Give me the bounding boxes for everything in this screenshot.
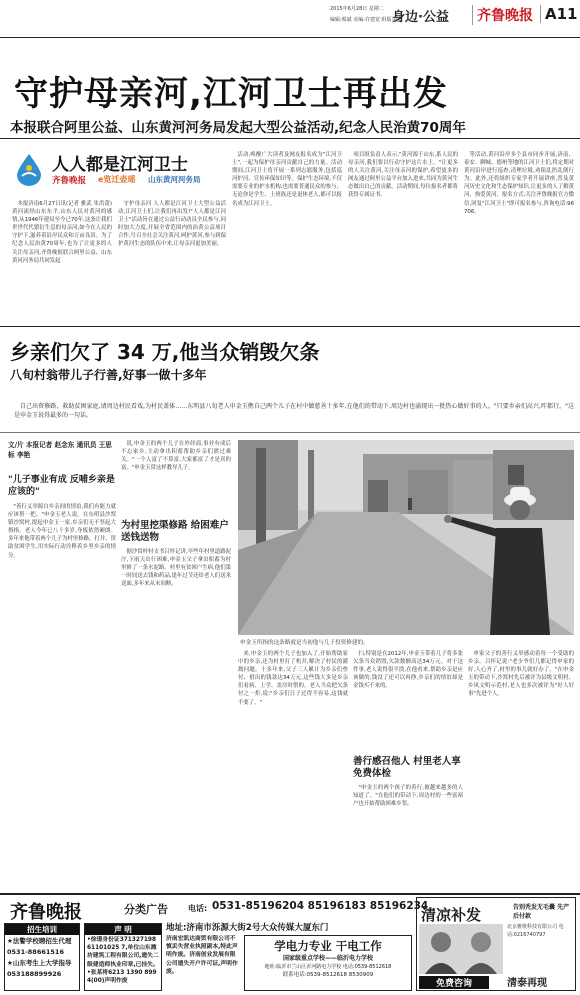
story-subhead-3: 善行感召他人 村里老人享免费体检 — [353, 756, 461, 779]
notice-ad — [84, 923, 162, 991]
article-column-3: 活动,唤醒广大读者及网友报名成为"江河卫士",一起为保护母亲河贡献自己的力量。活动期间,江河卫士将开展一系列志愿服务,包括巡河护河、宣传环保知识等。保护生态环境,不仅需要专业的护水机构,也需要普通民众的参与。无论你是学生、上班族还是退休老人,都可以报名成为江河卫士。 — [232, 152, 342, 207]
classified-title: 分类广告 — [124, 903, 168, 916]
portrait-photos — [419, 924, 503, 974]
hair-ad-footer: 北京雅维科技有限公司 电话:0216740797 — [507, 924, 564, 938]
recruit-ad — [4, 923, 80, 991]
power-subtitle: 国家级重点学校——临沂电力学校 — [282, 955, 373, 962]
page-number: A11 — [540, 5, 577, 23]
photo-caption: 申金玉所指的这条路就是当初他与儿子投资修建的。 — [240, 640, 369, 646]
water-drop-icon — [12, 152, 46, 186]
story-headline: 乡亲们欠了 34 万,他当众销毁欠条 — [10, 340, 320, 364]
recruit-item: 053188899926 — [7, 970, 62, 978]
logo-qilu: 齐鲁晚报 — [52, 176, 87, 186]
story-column-a: "善行义举源自乡亲间的情谊,我们有能力就应该帮一把。"申金玉老人说。在东明县沙窝镇沙窝村,提起申金玉一家,乡亲们无不竖起大拇指。老人今年已八十多岁,身板依然硬朗。多年来他带着两个儿子为村里修路、打井、资助贫困学生,用实际行动诠释着乡里乡亲的情分。 — [8, 504, 116, 559]
story-byline: 文/片 本报记者 赵念东 通讯员 王思标 李艳 — [8, 441, 112, 459]
hair-brand: 清泰再现 — [507, 978, 547, 989]
hair-ad-sub: 告别秃发无毛囊 先产后付款 — [513, 904, 570, 920]
free-consult: 免费咨询 — [419, 976, 489, 989]
story-column-f: 申家父子的善行义举感动着每一个受助的乡亲。吕怀记说:"老少爷们儿都记得申家的好,人心齐了,村里的事儿就好办了。"在申金玉的带动下,沙窝村先后被评为县级文明村、乡风文明示范村,老人也多次被评为"好人好事"先进个人。 — [468, 651, 574, 698]
recruit-title: 招生培训 — [5, 924, 79, 935]
recruit-item: ★山东考生上大学指导 — [7, 959, 72, 967]
hair-ad-title: 清凉补发 — [421, 906, 482, 924]
ad-paper-logo: 齐鲁晚报 — [10, 902, 82, 923]
notice-ad-2 — [166, 935, 240, 991]
story-subhead-2: 为村里挖渠修路 给困难户送钱送物 — [121, 520, 229, 543]
notice-title: 声 明 — [85, 924, 161, 935]
paper-logo: 齐鲁晚报 — [472, 5, 533, 25]
section-name: 身边·公益 — [392, 10, 449, 25]
classified-address: 地址:济南市泺源大街2号大众传媒大厦东门 — [166, 923, 329, 933]
logo-river-bureau: 山东黄河河务局 — [148, 175, 201, 184]
campaign-slogan: 人人都是江河卫士 — [52, 155, 188, 175]
notice-text: •徐璟身份证37132719861101025 7,单位山东潍坊建筑工程有限公司,遗失二级建造师执业印章,已挂失。•张某将6213 1390 8994(00)声明作废 — [87, 937, 159, 985]
logo-alibaba: e览迁壶瑶 — [98, 175, 136, 184]
article-column-2: 守护母亲河 人人都是江河卫士大型公益活动,江河卫士们,让我们再出发!"人人都是江河卫士"活动旨在通过公益行动动员全民参与,同时加大力度,开展全省范围内的治黄公益项目合作,号召全社会关注黄河,呵护黄河,参与到保护黄河生态的队伍中来,让母亲河更加美丽。 — [118, 201, 226, 248]
phone-label: 电话: — [188, 904, 208, 913]
story-photo — [238, 440, 574, 635]
story-column-b: 说,申金玉的两个儿子在外经商,事业有成后不忘家乡,主动拿出积蓄帮助乡亲们渡过难关。"一个人富了不算富,大家都富了才是真的富。"申金玉常这样教导儿子。 — [121, 441, 231, 472]
power-school-ad — [244, 935, 412, 991]
story-subheadline: 八旬村翁带儿子行善,好事一做十多年 — [10, 368, 207, 382]
classified-phones: 0531-85196204 85196183 85196234 — [212, 900, 429, 912]
village-road-photo — [238, 440, 574, 635]
issue-date: 2015年6月28日 星期二 — [330, 6, 384, 12]
story-quote-head: "儿子事业有成 反哺乡亲是应该的" — [8, 475, 115, 497]
hair-ad — [416, 897, 576, 991]
story-column-d2: "申金玉的两个孩子的善行,被越来越多的人知道了。"在他们的带动下,周边村的一些富裕户也开始帮助困难乡邻。 — [353, 785, 463, 808]
notice-text-2: 济南宏凯达商贸有限公司不慎丢失营业执照副本,特此声明作废。济南创业发展有限公司遗失开户许可证,声明作废。 — [166, 936, 238, 975]
article-column-5: 等活动,黄河沿岸多个县市同步开展,济南、泰安、聊城、德州等地的江河卫士们,将定期对黄河沿岸进行巡查,清理垃圾,劝阻乱扔乱倒行为。此外,还将组织专家学者开展讲座,普及黄河历史文化和生态保护知识,让更多的人了解黄河、热爱黄河。报名方式:关注齐鲁晚报官方微信,回复"江河卫士"即可报名参与,咨询电话:96706。 — [464, 152, 574, 215]
page-title: 守护母亲河,江河卫士再出发 — [14, 74, 448, 114]
recruit-item: 0531-88661516 — [7, 948, 64, 956]
classified-ad-header — [4, 897, 429, 923]
power-title: 学电力专业 干电工作 — [274, 939, 382, 953]
story-column-d: 扫,特别是在2012年,申金玉带着儿子将多张欠条当众销毁,欠款数额高达34万元。对于这件事,老人说得很平淡,在他看来,帮助乡亲是应该做的,钱没了还可以再挣,乡亲们的情谊却是金钱买不来的。 — [353, 651, 463, 690]
recruit-item: ★法警学校聘招生代理 — [7, 937, 72, 945]
power-phone: 联系电话:0539-8512618 8530909 — [282, 972, 374, 978]
story-column-c: 来,申金玉的两个儿子也加入了,开始帮助家中的乡亲,还为村里打了机井,解决了村民的灌溉问题。十多年来,父子三人累计为乡亲们垫付、借出的钱款达34万元,这些钱大多是乡亲们看病、上学、盖房时借的。老人当众把欠条付之一炬,说:"乡亲们日子过得不容易,这钱就不要了。" — [238, 651, 348, 706]
power-footer: 地址:临沂市兰山区沂河路电力学校 电话:0539-8512618 — [264, 964, 392, 970]
story-lead: 自己出资修路、救助贫困家庭,请周边村民看戏,为村民盖体……东明县八旬老人申金玉携自己两个儿子在村中做慈善十多年,在他们的带动下,周边村也涌现出一批热心做好事的人。"只要乡亲们高兴,咋都行。"这是申金玉说得最多的一句话。 — [14, 403, 574, 419]
page-header — [0, 0, 580, 38]
page-subtitle: 本报联合阿里公益、山东黄河河务局发起大型公益活动,纪念人民治黄70周年 — [10, 120, 466, 136]
story-column-b2: 据沙窝村村支书吕怀记讲,早些年村里道路泥泞,下雨天出行困难,申金玉父子拿出积蓄为村里修了一条水泥路。村里有贫困户生病,他们第一时间送去钱和药品,逢年过节还给老人们送米送面,多年来从未间断。 — [121, 549, 231, 588]
article-column-1: 本报济南6月27日讯(记者 雅武 朱洪蕾) 黄河流经山东东平,山东人民对黄河的感情,从1946年建局至今已70年,这条让我们世世代代繁衍生息的母亲河,如今在人民的守护下,滋养着沿岸民众和万亩良田。为了纪念人民治黄70周年,也为了让更多的人关注母亲河,齐鲁晚报联合阿里公益、山东黄河河务局共同发起 — [12, 201, 112, 264]
campaign-logo — [12, 150, 242, 194]
editors-line: 编辑:蔡斌 美编:许建宽 组版:赵红 — [330, 17, 404, 23]
article-column-4: 项目组负责人表示,"黄河源于山东,系人民的母亲河,我们要以行动守护这片水土。"让更多的人关注黄河,关注母亲河的保护,希望更多的网友通过阿里公益平台加入进来,共同为黄河生态做出自己的贡献。活动期间,每位报名者都将获得专属证书。 — [348, 152, 458, 199]
